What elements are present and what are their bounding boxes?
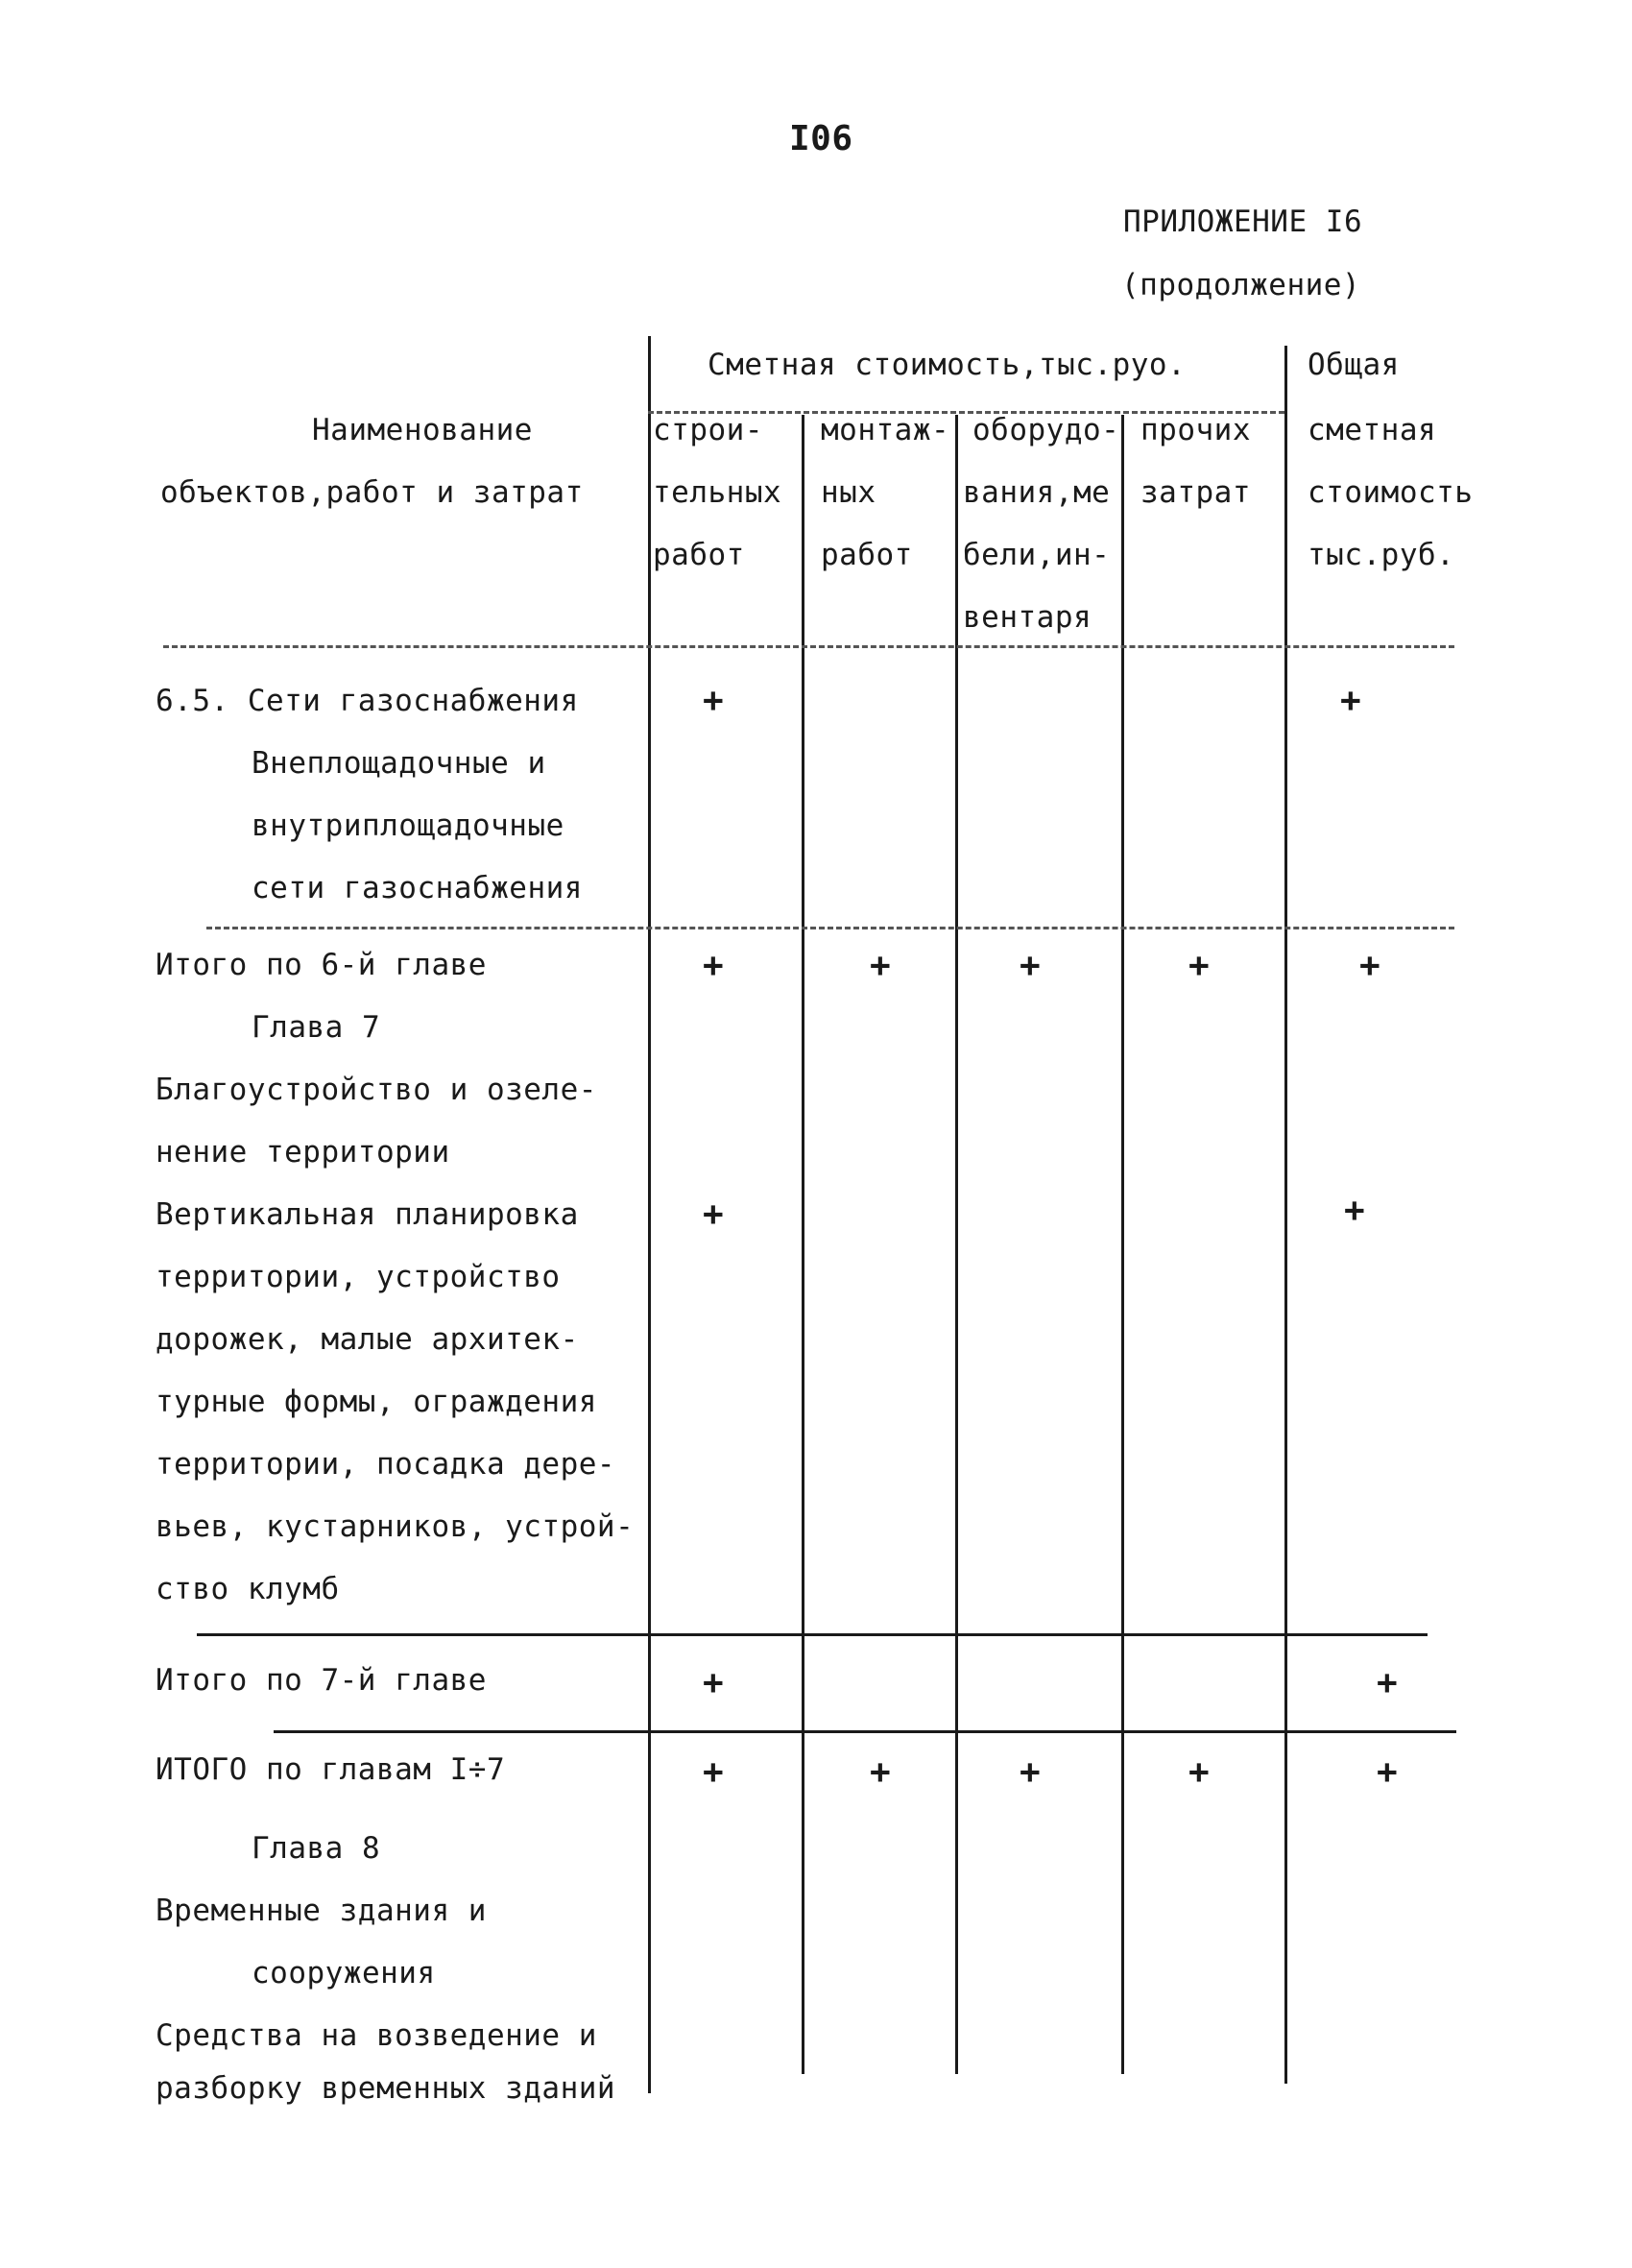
row-total6-label: Итого по 6-й главе — [156, 948, 487, 982]
header-mount-1: монтаж- — [821, 413, 950, 447]
header-other-1: прочих — [1140, 413, 1251, 447]
header-equip-4: вентаря — [963, 600, 1092, 635]
header-name-1: Наименование — [312, 413, 533, 447]
header-bottom-rule — [163, 645, 1454, 648]
header-mount-3: работ — [821, 538, 913, 572]
ch7-bottom-rule — [197, 1633, 1428, 1636]
row-total17-label: ИТОГО по главам I÷7 — [156, 1752, 506, 1787]
page-number: I06 — [789, 119, 853, 158]
row-gas-line-3: внутриплощадочные — [252, 808, 564, 843]
row-ch7-desc-6: вьев, кустарников, устрой- — [156, 1509, 635, 1544]
row-ch7-name-2: нение территории — [156, 1135, 450, 1170]
header-name-2: объектов,работ и затрат — [160, 475, 584, 510]
table-vline-3 — [955, 415, 958, 2074]
mark-total17-other: + — [1188, 1752, 1210, 1792]
row-gas-line-2: Внеплощадочные и — [252, 746, 546, 781]
row-ch8-title: Глава 8 — [252, 1831, 381, 1866]
total7-bottom-rule — [274, 1730, 1456, 1733]
mark-total7-total: + — [1377, 1663, 1398, 1702]
row-ch8-desc-1: Средства на возведение и — [156, 2018, 597, 2053]
table-vline-2 — [802, 415, 804, 2074]
table-vline-4 — [1121, 415, 1124, 2074]
row-ch7-desc-4: турные формы, ограждения — [156, 1385, 597, 1419]
table-vline-5 — [1284, 346, 1287, 2084]
header-total-3: стоимость — [1308, 475, 1474, 510]
mark-total6-build: + — [703, 946, 724, 985]
row-ch7-desc-5: территории, посадка дере- — [156, 1447, 616, 1482]
row-gas-line-4: сети газоснабжения — [252, 871, 583, 905]
mark-ch7-total: + — [1344, 1191, 1365, 1230]
header-build-2: тельных — [653, 475, 782, 510]
header-total-2: сметная — [1308, 413, 1437, 447]
row-ch7-desc-7: ство клумб — [156, 1572, 340, 1606]
row-ch7-desc-1: Вертикальная планировка — [156, 1197, 579, 1232]
appendix-subtitle: (продолжение) — [1121, 268, 1361, 302]
mark-total17-build: + — [703, 1752, 724, 1792]
row-gas-title: 6.5. Сети газоснабжения — [156, 684, 579, 718]
header-total-4: тыс.руб. — [1308, 538, 1455, 572]
row-ch8-name-1: Временные здания и — [156, 1894, 487, 1928]
mark-gas-build: + — [703, 681, 724, 720]
row-total7-label: Итого по 7-й главе — [156, 1663, 487, 1698]
mark-total6-other: + — [1188, 946, 1210, 985]
header-build-1: строи- — [653, 413, 763, 447]
mark-total6-total: + — [1359, 946, 1380, 985]
header-equip-1: оборудо- — [972, 413, 1120, 447]
mark-total17-mount: + — [870, 1752, 891, 1792]
gas-bottom-rule — [206, 927, 1454, 929]
row-ch7-name-1: Благоустройство и озеле- — [156, 1073, 597, 1107]
header-other-2: затрат — [1140, 475, 1251, 510]
table-vline-1 — [648, 336, 651, 2093]
mark-gas-total: + — [1340, 681, 1361, 720]
header-mount-2: ных — [821, 475, 876, 510]
mark-total7-build: + — [703, 1663, 724, 1702]
header-group-label: Сметная стоимость,тыс.руо. — [708, 348, 1187, 382]
row-ch8-desc-2: разборку временных зданий — [156, 2071, 616, 2106]
mark-total6-mount: + — [870, 946, 891, 985]
row-ch7-desc-2: территории, устройство — [156, 1260, 561, 1294]
row-ch8-name-2: сооружения — [252, 1956, 436, 1991]
mark-total17-total: + — [1377, 1752, 1398, 1792]
header-total-1: Общая — [1308, 348, 1400, 382]
header-equip-2: вания,ме — [963, 475, 1111, 510]
header-equip-3: бели,ин- — [963, 538, 1111, 572]
mark-total6-equip: + — [1020, 946, 1041, 985]
row-ch7-desc-3: дорожек, малые архитек- — [156, 1322, 579, 1357]
appendix-title: ПРИЛОЖЕНИЕ I6 — [1123, 205, 1363, 239]
row-ch7-title: Глава 7 — [252, 1010, 381, 1045]
header-build-3: работ — [653, 538, 745, 572]
mark-ch7-build: + — [703, 1194, 724, 1234]
mark-total17-equip: + — [1020, 1752, 1041, 1792]
